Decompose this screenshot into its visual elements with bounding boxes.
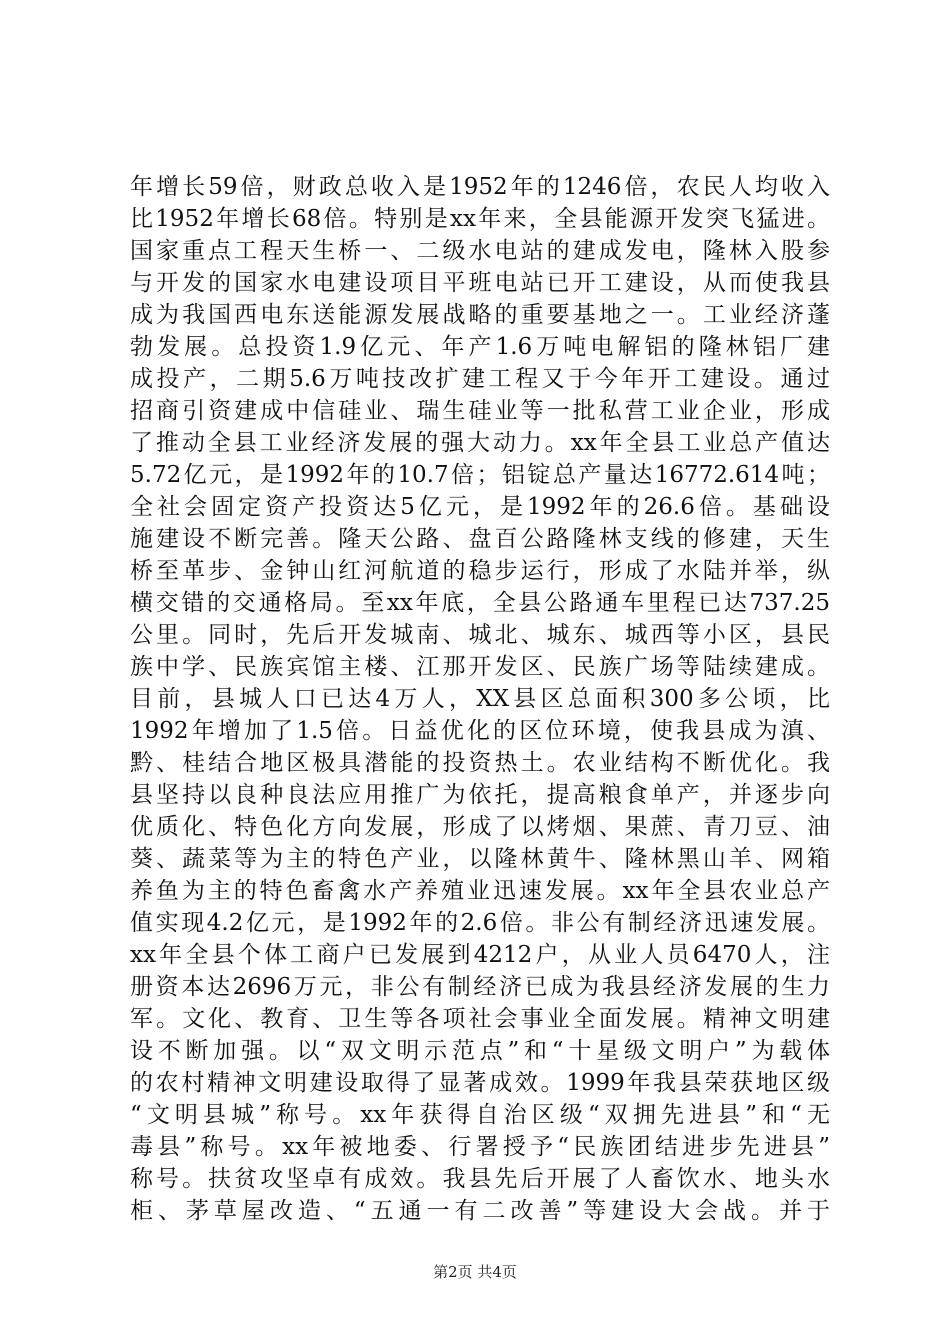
- text-line: 优质化、特色化方向发展，形成了以烤烟、果蔗、青刀豆、油: [130, 814, 830, 840]
- page-number-footer: 第2页 共4页: [433, 1263, 517, 1281]
- text-line: 族中学、民族宾馆主楼、江那开发区、民族广场等陆续建成。: [130, 654, 830, 680]
- text-line: 的农村精神文明建设取得了显著成效。1999年我县荣获地区级: [130, 1070, 830, 1096]
- text-line: 招商引资建成中信硅业、瑞生硅业等一批私营工业企业，形成: [130, 398, 830, 424]
- text-line: 目前，县城人口已达4万人，XX县区总面积300多公顷，比: [130, 686, 830, 712]
- text-line: 县坚持以良种良法应用推广为依托，提高粮食单产，并逐步向: [130, 782, 830, 808]
- text-line: 比1952年增长68倍。特别是xx年来，全县能源开发突飞猛进。: [130, 206, 830, 232]
- text-line: 葵、蔬菜等为主的特色产业，以隆林黄牛、隆林黑山羊、网箱: [130, 846, 830, 872]
- text-line: 公里。同时，先后开发城南、城北、城东、城西等小区，县民: [130, 622, 830, 648]
- text-line: 横交错的交通格局。至xx年底，全县公路通车里程已达737.25: [130, 590, 830, 616]
- text-line: 施建设不断完善。隆天公路、盘百公路隆林支线的修建，天生: [130, 526, 830, 552]
- text-line: 设不断加强。以“双文明示范点”和“十星级文明户”为载体: [130, 1038, 830, 1064]
- text-line: 称号。扶贫攻坚卓有成效。我县先后开展了人畜饮水、地头水: [130, 1166, 830, 1192]
- text-line: 1992年增加了1.5倍。日益优化的区位环境，使我县成为滇、: [130, 718, 830, 744]
- text-line: “文明县城”称号。xx年获得自治区级“双拥先进县”和“无: [130, 1102, 830, 1128]
- text-line: 黔、桂结合地区极具潜能的投资热土。农业结构不断优化。我: [130, 750, 830, 776]
- text-line: 柜、茅草屋改造、“五通一有二改善”等建设大会战。并于: [130, 1198, 830, 1224]
- text-line: 桥至革步、金钟山红河航道的稳步运行，形成了水陆并举，纵: [130, 558, 830, 584]
- text-line: 勃发展。总投资1.9亿元、年产1.6万吨电解铝的隆林铝厂建: [130, 334, 830, 360]
- text-line: 毒县”称号。xx年被地委、行署授予“民族团结进步先进县”: [130, 1134, 830, 1160]
- text-line: 全社会固定资产投资达5亿元，是1992年的26.6倍。基础设: [130, 494, 830, 520]
- text-line: 养鱼为主的特色畜禽水产养殖业迅速发展。xx年全县农业总产: [130, 878, 830, 904]
- body-text: [130, 171, 830, 1227]
- text-line: 册资本达2696万元，非公有制经济已成为我县经济发展的生力: [130, 974, 830, 1000]
- text-line: 国家重点工程天生桥一、二级水电站的建成发电，隆林入股参: [130, 238, 830, 264]
- text-line: 军。文化、教育、卫生等各项社会事业全面发展。精神文明建: [130, 1006, 830, 1032]
- text-line: 值实现4.2亿元，是1992年的2.6倍。非公有制经济迅速发展。: [130, 910, 830, 936]
- text-line: 年增长59倍，财政总收入是1952年的1246倍，农民人均收入: [130, 174, 830, 200]
- text-line: xx年全县个体工商户已发展到4212户，从业人员6470人，注: [130, 942, 830, 968]
- text-line: 5.72亿元，是1992年的10.7倍；铝锭总产量达16772.614吨；: [130, 462, 830, 488]
- text-line: 与开发的国家水电建设项目平班电站已开工建设，从而使我县: [130, 270, 830, 296]
- text-line: 了推动全县工业经济发展的强大动力。xx年全县工业总产值达: [130, 430, 830, 456]
- text-line: 成为我国西电东送能源发展战略的重要基地之一。工业经济蓬: [130, 302, 830, 328]
- text-line: 成投产，二期5.6万吨技改扩建工程又于今年开工建设。通过: [130, 366, 830, 392]
